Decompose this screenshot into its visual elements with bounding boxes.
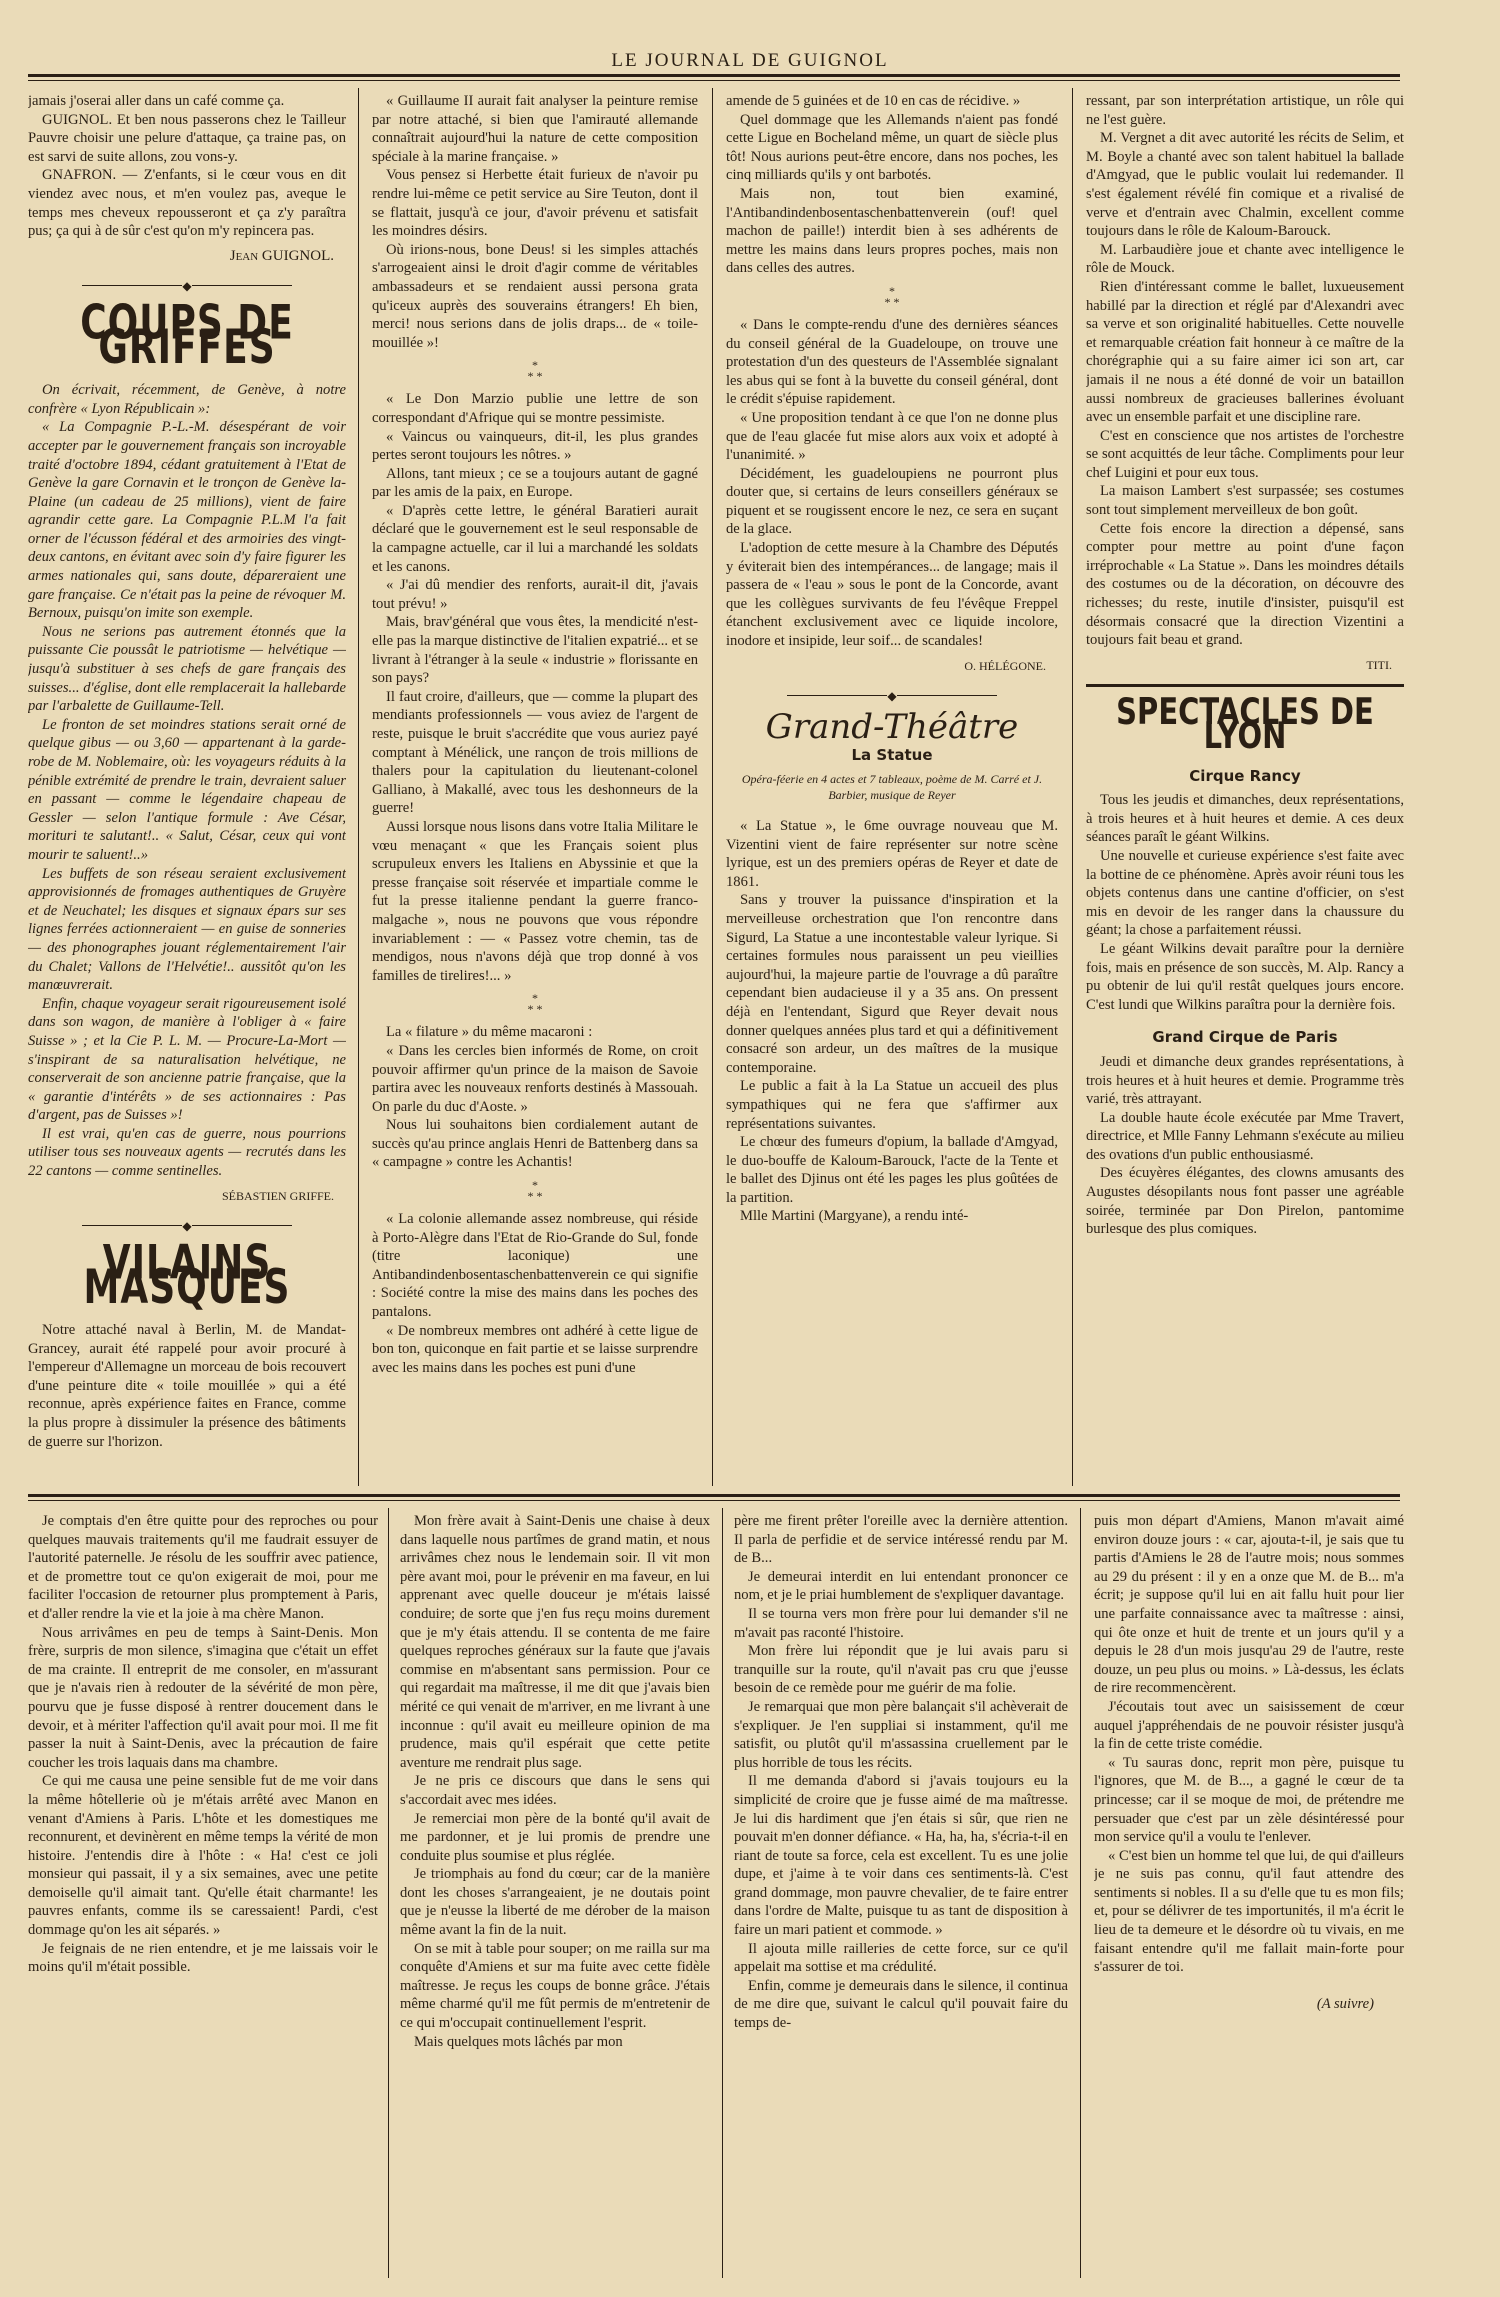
article-paragraph: « Une proposition tendant à ce que l'on ne donne plus que de l'eau glacée fut mise alors aux voix et adopté à l'unanimité. » [726,409,1058,464]
article-paragraph: Cette fois encore la direction a dépensé, sans compter pour mettre au point d'une façon irréprochable « La Statue ». Dans les moindres détails des costumes ou de la décoration, on découvre des richesses; du reste, inutile d'insister, puisqu'il est désormais consacré que la direction Vizentini a toujours fait beau et grand. [1086,520,1404,649]
article-paragraph: « Guillaume II aurait fait analyser la peinture remise par notre attaché, si bien que l'amirauté allemande connaîtrait aujourd'hui la nature de cette composition spéciale à la marine française. » [372,93,698,165]
feuilleton-paragraph: Je feignais de ne rien entendre, et je me laissais voir le moins qu'il m'était possible. [28,1940,378,1976]
dialogue-line: jamais j'oserai aller dans un café comme ça. [28,93,285,109]
column-rule [712,88,713,1486]
coups-signature: SÉBASTIEN GRIFFE. [221,1188,334,1203]
feuilleton-paragraph: « C'est bien un homme tel que lui, de qui d'ailleurs je ne suis pas connu, qu'il faut attendre des sentiments si nobles. Il a su d'elle que tu es mon fils; et, pour se délivrer de tes importunités, il m'a écrit le lieu de ta demeure et le désordre où tu vivais, en me faisant entendre qu'il me fallait main-forte pour s'assurer de toi. [1094,1847,1404,1976]
feuilleton-paragraph: « Tu sauras donc, reprit mon père, puisque tu l'ignores, que M. de B..., a gagné le cœur de ta princesse; car il se moque de moi, de prétendre me persuader que c'est par un zèle désintéressé pour mon service qu'il a voulu te l'enlever. [1094,1754,1404,1846]
article-paragraph: M. Vergnet a dit avec autorité les récits de Selim, et M. Boyle a chanté avec son talent habituel la ballade d'Amgyad, que le public voulait lui redemander. Il s'est également révélé fin comique et a rivalisé de verve et d'entrain avec Chalmin, excellent comme toujours dans le rôle de Kaloum-Barouck. [1086,130,1404,240]
grand-cirque-heading: Grand Cirque de Paris [1152,1028,1338,1047]
running-title: LE JOURNAL DE GUIGNOL [611,50,889,71]
column-rule [1080,1508,1081,2278]
article-paragraph: Nous lui souhaitons bien cordialement autant de succès qu'au prince anglais Henri de Battenberg dans sa « campagne » contre les Achantis! [372,1117,698,1171]
article-paragraph: Le fronton de set moindres stations serait orné de quelque gibus — ou 3,60 — appartenant à la garde-robe de M. Noblemaire, où: les voyageurs réduits à la pénible extrémité de prendre le train, devraient saluer en passant — comme le légendaire chapeau de Gessler — selon l'antique formule : Ave César, morituri te salutant!.. « Salut, César, ceux qui vont mourir te saluent!..» [28,716,346,863]
article-paragraph: Décidément, les guadeloupiens ne pourront plus douter que, si certains de leurs conseillers généraux se piquent et se rougissent encore le nez, ce sera en suçant de la glace. [726,465,1058,538]
article-paragraph: Le chœur des fumeurs d'opium, la ballade d'Amgyad, le duo-bouffe de Kaloum-Barouck, l'acte de la Tente et le ballet des Djinus ont été les pages les plus goûtées de la partition. [726,1134,1058,1206]
feuilleton-paragraph: Je ne pris ce discours que dans le sens qui s'accordait avec mes idées. [400,1773,710,1808]
article-paragraph: Mlle Martini (Margyane), a rendu inté- [740,1208,969,1225]
article-paragraph: Allons, tant mieux ; ce se a toujours autant de gagné par les amis de la paix, en Europe. [372,465,698,501]
article-paragraph: « Dans les cercles bien informés de Rome, on croit pouvoir affirmer qu'un prince de la maison de Savoie partira avec les nouveaux renforts destinés à Massouah. On parle du duc d'Aoste. » [372,1042,698,1115]
article-paragraph: « D'après cette lettre, le général Baratieri aurait déclaré que le gouvernement est le seul responsable de la campagne actuelle, car il lui a marchandé les soldats et les canons. [372,502,698,575]
article-paragraph: Le géant Wilkins devait paraître pour la dernière fois, mais en présence de son succès, M. Alp. Rancy a pu obtenir de lui qu'il restât quelques jours encore. C'est lundi que Wilkins paraîtra pour la dernière fois. [1086,940,1404,1013]
article-paragraph: amende de 5 guinées et de 10 en cas de récidive. » [726,93,1021,109]
article-paragraph: Quel dommage que les Allemands n'aient pas fondé cette Ligue en Bocheland même, un quart de siècle plus tôt! Nous aurions peut-être encore, dans nos poches, les cinq milliards qu'ils y ont barbotés. [726,111,1058,184]
separator-ornament: ◆ [726,687,1058,706]
feuilleton-paragraph: J'écoutais tout avec un saisissement de cœur auquel j'appréhendais de ne pouvoir résister jusqu'à la fin de cette triste comédie. [1094,1698,1404,1753]
article-paragraph: On écrivait, récemment, de Genève, à notre confrère « Lyon Républicain »: [28,382,346,417]
article-paragraph: Vous pensez si Herbette était furieux de n'avoir pu rendre lui-même ce petit service au Sire Teuton, dont il se flattait, jusqu'à ce jour, d'avoir prévenu et satisfait les moindres désirs. [372,167,698,240]
feuilleton-rule-thin [28,1500,1400,1501]
feuilleton-paragraph: Mon frère lui répondit que je lui avais paru si tranquille sur la route, qu'il n'avait pas cru que j'eusse besoin de ce remède pour me guérir de ma folie. [734,1643,1068,1697]
asterism: * * * [527,358,543,384]
article-paragraph: « Vaincus ou vainqueurs, dit-il, les plus grandes pertes seront toujours les nôtres. » [372,428,698,464]
article-paragraph: La maison Lambert s'est surpassée; ses costumes sont tout simplement merveilleux de bon goût. [1086,483,1404,519]
column-2 [372,92,698,1488]
article-paragraph: « La colonie allemande assez nombreuse, qui réside à Porto-Alègre dans l'Etat de Rio-Grande do Sul, fonde (titre laconique) une Antibandindenbosentaschenbattenverein ce qui signifie : Société contre la mise des mains dans les poches des pantalons. [372,1211,698,1321]
column-rule [388,1508,389,2278]
column-3 [726,92,1058,1488]
helegone-signature: O. HÉLÉGONE. [964,658,1046,673]
column-rule [1072,88,1073,1486]
article-paragraph: Jeudi et dimanche deux grandes représentations, à trois heures et à huit heures et demie. Programme très varié, très attrayant. [1086,1053,1404,1108]
coups-de-griffes-body [28,381,346,1181]
article-paragraph: Aussi lorsque nous lisons dans votre Italia Militare le vœu menaçant « que les Français soient plus scrupuleux envers les Italiens en Abyssinie et que la presse française soit réservée et impartiale comme le fut la presse italienne pendant la guerre franco-malgache », nous ne pouvons que vous répondre invariablement : — « Passez votre chemin, tas de mendigos, nous n'avons déjà que trop donné à vos familles de tirelires!... » [372,818,698,984]
a-suivre-note: (A suivre) [1316,1995,1374,2012]
article-paragraph: Enfin, chaque voyageur serait rigoureusement isolé dans son wagon, de manière à l'obliger à « faire Suisse » ; et la Cie P. L. M. — Procure-La-Mort — s'inspirant de sa naturalisation helvétique, ne conserverait de son ancienne patrie française, que la « garantie d'intérêts » de ses actionnaires : Pas d'argent, pas de Suisses »! [28,995,346,1124]
article-paragraph: La « filature » du même macaroni : [386,1024,593,1041]
separator-ornament: ◆ [28,277,346,296]
feuilleton-paragraph: Je remarquai que mon père balançait s'il achèverait de s'expliquer. Je l'en suppliai si instamment, qu'il me satisfit, ou plutôt qu'il m'assassina cruellement par le plus horrible de tous les récits. [734,1698,1068,1771]
feuilleton-paragraph: puis mon départ d'Amiens, Manon m'avait aimé environ douze jours : « car, ajouta-t-il, je sais que tu partis d'Amiens le 28 de l'autre mois; nous sommes au 29 du présent : il y en a onze que M. de B... m'a écrit; je suppose qu'il lui en ait fallu huit pour lier une parfaite connaissance avec ta maîtresse : ainsi, qui ôte onze et huit de trente et un jours qu'il y a depuis le 28 d'un mois jusqu'au 29 de l'autre, reste douze, un peu plus ou moins. » Là-dessus, les éclats de rire recommencèrent. [1094,1513,1404,1697]
feuilleton-column-1 [28,1512,378,2282]
column-rule [358,88,359,1486]
dialogue-line: GUIGNOL. Et ben nous passerons chez le Tailleur Pauvre choisir une pelure d'attaque, ça traine pas, on est sarvi de suite allons, zou vons-y. [28,111,346,165]
feuilleton-paragraph: Ce qui me causa une peine sensible fut de me voir dans la même hôtellerie où je m'étais arrêté avec Manon en venant d'Amiens à Paris. L'hôte et les domestiques me reconnurent, et devinèrent en même temps la vérité de mon histoire. J'entendis dire à l'hôte : « Ha! c'est ce joli monsieur qui passait, il y a six semaines, avec une petite demoiselle qu'il aimait tant. Qu'elle était charmante! les pauvres enfants, comme ils se caressaient! Pardi, c'est dommage qu'on les ait séparés. » [28,1773,378,1939]
dialogue-signature: Jean GUIGNOL. [229,247,334,264]
article-paragraph: L'adoption de cette mesure à la Chambre des Députés y éviterait bien des intempérances... de langage; mais il passera de « l'eau » sous le pont de la Concorde, avant que les collègues survivants de feu l'évêque Freppel étanchent exclusivement avec ce liquide incolore, inodore et insipide, leur soif... de scandales! [726,540,1058,650]
feuilleton-paragraph: On se mit à table pour souper; on me railla sur ma conquête d'Amiens et sur ma fuite avec cette fidèle maîtresse. Je reçus les coups de bonne grâce. J'étais même charmé qu'il me fût permis de m'entretenir de ce qui m'occupait continuellement l'esprit. [400,1940,710,2032]
article-paragraph: Des écuyères élégantes, des clowns amusants des Augustes désopilants nous font passer une agréable soirée, terminée par Don Pirelon, pantomime burlesque des plus comiques. [1086,1165,1404,1238]
article-paragraph: M. Larbaudière joue et chante avec intelligence le rôle de Mouck. [1086,241,1404,277]
spectacles-de-lyon-title: SPECTACLES DE LYON [1116,690,1374,757]
article-paragraph: Où irions-nous, bone Deus! si les simples attachés s'arrogeaient ainsi le droit d'agir comme de véritables ambassadeurs et se rendaient aussi persona grata qu'iceux auprès des souverains étrangers! Eh bien, merci! nous serions dans de jolis draps... de « toile-mouillée »! [372,241,698,351]
article-paragraph: « Le Don Marzio publie une lettre de son correspondant d'Afrique qui se montre pessimiste. [372,391,698,426]
feuilleton-paragraph: Mon frère avait à Saint-Denis une chaise à deux dans laquelle nous partîmes de grand matin, et nous arrivâmes chez nous le lendemain soir. Il vit mon père avant moi, pour le prévenir en ma faveur, en lui apprenant avec quelle douceur je m'étais laissé conduire; de sorte que j'en fus reçu moins durement que je m'y étais attendu. Il se contenta de me faire quelques reproches généraux sur la faute que j'avais commise en m'absentant sans permission. Pour ce qui regardait ma maîtresse, il me dit que j'avais bien mérité ce qui venait de m'arriver, en me livrant à une inconnue : qu'il avait eu meilleure opinion de ma prudence, mais qu'il espérait que cette petite aventure me rendrait plus sage. [400,1513,710,1771]
feuilleton-paragraph: Je demeurai interdit en lui entendant prononcer ce nom, et je le priai humblement de s'expliquer davantage. [734,1568,1068,1604]
la-statue-subtitle: La Statue [851,746,933,765]
article-paragraph: La double haute école exécutée par Mme Travert, directrice, et Mlle Fanny Lehmann s'exécute au milieu des ovations d'un public enthousiasmé. [1086,1109,1404,1163]
feuilleton-paragraph: Je remerciai mon père de la bonté qu'il avait de me pardonner, et je lui promis de prendre une conduite plus soumise et plus réglée. [400,1810,710,1864]
article-paragraph: ressant, par son interprétation artistique, un rôle qui ne l'est guère. [1086,93,1404,128]
feuilleton-paragraph: Mais quelques mots lâchés par mon [414,2033,623,2050]
feuilleton-paragraph: Il me demanda d'abord si j'avais toujours eu la simplicité de croire que je fusse aimé de ma maîtresse. Je lui dis hardiment que j'en étais si sûr, que rien ne pouvait m'en donner défiance. « Ha, ha, ha, s'écria-t-il en riant de toute sa force, cela est excellent. Tu es une jolie dupe, et j'aime à te voir dans ces sentiments-là. C'est grand dommage, mon pauvre chevalier, de te faire entrer dans l'ordre de Malte, puisque tu as tant de disposition à faire un mari patient et commode. » [734,1773,1068,1939]
article-paragraph: Mais, brav'général que vous êtes, la mendicité n'est-elle pas la marque distinctive de l'italien expatrié... et se livrant à l'étranger à la seule « industrie » florissante en son pays? [372,614,698,687]
asterism: * * * [527,1178,543,1204]
feuilleton-paragraph: Nous arrivâmes en peu de temps à Saint-Denis. Mon frère, surpris de mon silence, s'imagina que c'était un effet de ma crainte. Il entreprit de me consoler, en m'assurant que je n'avais rien à redouter de la sévérité de mon père, pourvu que je fusse disposé à rentrer doucement dans le devoir, et à mériter l'affection qu'il avait pour moi. Il me fit passer la nuit à Saint-Denis, avec la précaution de faire coucher les trois laquais dans ma chambre. [28,1624,378,1771]
article-paragraph: Tous les jeudis et dimanches, deux représentations, à trois heures et à huit heures et demie. A ces deux séances paraît le géant Wilkins. [1086,792,1404,846]
asterism: * * * [884,283,900,309]
feuilleton-paragraph: père me firent prêter l'oreille avec la dernière attention. Il parla de perfidie et de service intéressé rendu par M. de B... [734,1513,1068,1567]
article-paragraph: Mais non, tout bien examiné, l'Antibandindenbosentaschenbattenverein (ouf! quel machon de paille!) interdit bien à ses adhérents de mettre les mains dans leurs propres poches, mais non dans celles des autres. [726,185,1058,277]
article-paragraph: « La Statue », le 6me ouvrage nouveau que M. Vizentini vient de faire représenter sur notre scène lyrique, est un des premiers opéras de Reyer et date de 1861. [726,818,1058,890]
dialogue-line: GNAFRON. — Z'enfants, si le cœur vous en dit viendez avec nous, et m'en voulez pas, aveque le temps mes cheveux repousseront et ça z'y paraîtra pus; ça qui à de sûr c'est qu'on m'y repincera pas. [28,167,346,240]
feuilleton-rule [28,1494,1400,1497]
article-paragraph: Une nouvelle et curieuse expérience s'est faite avec la bottine de ce phénomène. Après avoir réuni tous les objets contenus dans une cantine d'officier, on s'est mis en devoir de les ranger dans la chaussure du géant; la chose a parfaitement réussi. [1086,847,1404,939]
titi-signature: TITI. [1366,657,1392,672]
header-rule [28,74,1400,77]
cirque-rancy-heading: Cirque Rancy [1189,766,1301,785]
feuilleton-column-4 [1094,1512,1404,2282]
article-paragraph: Sans y trouver la puissance d'inspiration et la merveilleuse orchestration que l'on rencontre dans Sigurd, La Statue a une incontestable valeur lyrique. Si certaines formules nous paraissent un peu vieillies aujourd'hui, la majeure partie de l'ouvrage a dû paraître cependant bien audacieuse il y a 35 ans. On pressent déjà en l'entendant, Sigurd que Reyer devait nous donner quelques années plus tard et qui a définitivement consacré son ardeur, un des maîtres de la musique contemporaine. [726,892,1058,1076]
article-paragraph: « De nombreux membres ont adhéré à cette ligue de bon ton, quiconque en fait partie et se laisse surprendre avec les mains dans les poches est puni d'une [372,1322,698,1376]
article-paragraph: Notre attaché naval à Berlin, M. de Mandat-Grancey, aurait été rappelé pour avoir procuré à l'empereur d'Allemagne un morceau de bois recouvert d'une peinture dite « toile mouillée » qui a été reconnue, après expérience faites en France, comme la plus propre à dissimuler la présence des bâtiments de guerre sur l'horizon. [28,1322,346,1450]
opera-caption: Opéra-féerie en 4 actes et 7 tableaux, poème de M. Carré et J. Barbier, musique de Reyer [741,772,1043,802]
coups-de-griffes-title: COUPS DE GRIFFES [80,296,294,375]
article-paragraph: « Dans le compte-rendu d'une des dernières séances du conseil général de la Guadeloupe, on trouve une protestation d'un des questeurs de l'Assemblée signalant les abus qui se font à la buvette du conseil général, dont le crédit s'épuise rapidement. [726,316,1058,408]
column-rule [722,1508,723,2278]
column-4 [1086,92,1404,1488]
article-paragraph: Rien d'intéressant comme le ballet, luxueusement habillé par la direction et réglé par d'Alexandri avec sa verve et son originalité habituelles. Cette nouvelle et remarquable création fait honneur à ce maître de la chorégraphie qui a su faire aimer ici son art, car jamais il ne nous a été donné de voir un bataillon aussi nombreux de gracieuses ballerines évoluant avec un ensemble parfait et une discipline rare. [1086,278,1404,426]
vilains-masques-title: VILAINS MASQUES [83,1236,291,1315]
article-paragraph: Nous ne serions pas autrement étonnés que la puissante Cie poussât le patriotisme — helvétique — jusqu'à substituer à ses chefs de gare français des suisses... d'église, dont elle remplacerait la hallebarde par l'arbalette de Guillaume-Tell. [28,623,346,715]
article-paragraph: Il est vrai, qu'en cas de guerre, nous pourrions utiliser tous ses nouveaux agents — recrutés dans les 22 cantons — comme sentinelles. [28,1125,346,1180]
asterism: * * * [527,991,543,1017]
article-paragraph: Le public a fait à la La Statue un accueil des plus sympathiques qui ne fera que s'affirmer aux représentations suivantes. [726,1078,1058,1132]
feuilleton-paragraph: Je comptais d'en être quitte pour des reproches ou pour quelques mauvais traitements qu'il me faudrait essuyer de l'autorité paternelle. Je résolu de les souffrir avec patience, et de promettre tout ce qu'on exigerait de moi, pour me faciliter l'occasion de retourner plus promptement à Paris, et d'aller rendre la vie et la joie à ma chère Manon. [28,1513,378,1622]
section-rule [1086,684,1404,687]
separator-ornament: ◆ [28,1217,346,1236]
feuilleton-column-3 [734,1512,1068,2282]
feuilleton-paragraph: Enfin, comme je demeurais dans le silence, il continua de me dire que, suivant le calcul qu'il pouvait faire du temps de- [734,1977,1068,2032]
feuilleton-column-2 [400,1512,710,2282]
feuilleton-paragraph: Il ajouta mille railleries de cette force, sur ce qu'il appelait ma sottise et ma crédulité. [734,1940,1068,1976]
column-1 [28,92,346,1488]
header-rule-thin [28,80,1400,81]
feuilleton-paragraph: Je triomphais au fond du cœur; car de la manière dont les choses s'arrangeaient, je ne doutais point que je n'eusse la liberté de me dérober de la maison même avant la fin de la nuit. [400,1866,710,1939]
article-paragraph: « J'ai dû mendier des renforts, aurait-il dit, j'avais tout prévu! » [372,577,698,612]
grand-theatre-title: Grand-Théâtre [765,706,1019,747]
article-paragraph: Il faut croire, d'ailleurs, que — comme la plupart des mendiants professionnels — vous aviez de l'argent de reste, puisque le bruit s'accrédite que vous auriez payé comptant à Ménélick, une rançon de trois millions de thalers pour la capitulation du lieutenant-colonel Galliano, à Makallé, avec tous les deshonneurs de la guerre! [372,688,698,817]
article-paragraph: « La Compagnie P.-L.-M. désespérant de voir accepter par le gouvernement français son incroyable traité d'octobre 1894, cédant gratuitement à l'Etat de Genève la gare Cornavin et le tronçon de Genève la-Plaine (un cadeau de 25 millions), vient de faire agrandir cette gare. La Compagnie P.L.M l'a fait orner de l'écusson fédéral et des armoiries des vingt-deux cantons, en évitant avec soin d'y faire figurer les armes nationales qui, sans doute, dépareraient une gare française. Ce n'était pas la peine de révoquer M. Bernoux, puisqu'on imite son exemple. [28,419,346,622]
article-paragraph: C'est en conscience que nos artistes de l'orchestre se sont acquittés de leur tâche. Compliments pour leur chef Luigini et pour eux tous. [1086,427,1404,481]
feuilleton-paragraph: Il se tourna vers mon frère pour lui demander s'il ne m'avait pas raconté l'histoire. [734,1605,1068,1641]
article-paragraph: Les buffets de son réseau seraient exclusivement approvisionnés de fromages authentiques de Gruyère et de Neuchatel; les disques et signaux épars sur ses lignes ferrées actionneraient — en guise de sonneries — des phonographes jouant réglementairement l'air du Chalet; Vallons de l'Helvétie!.. aussitôt qu'on les manœuvrerait. [28,865,346,994]
